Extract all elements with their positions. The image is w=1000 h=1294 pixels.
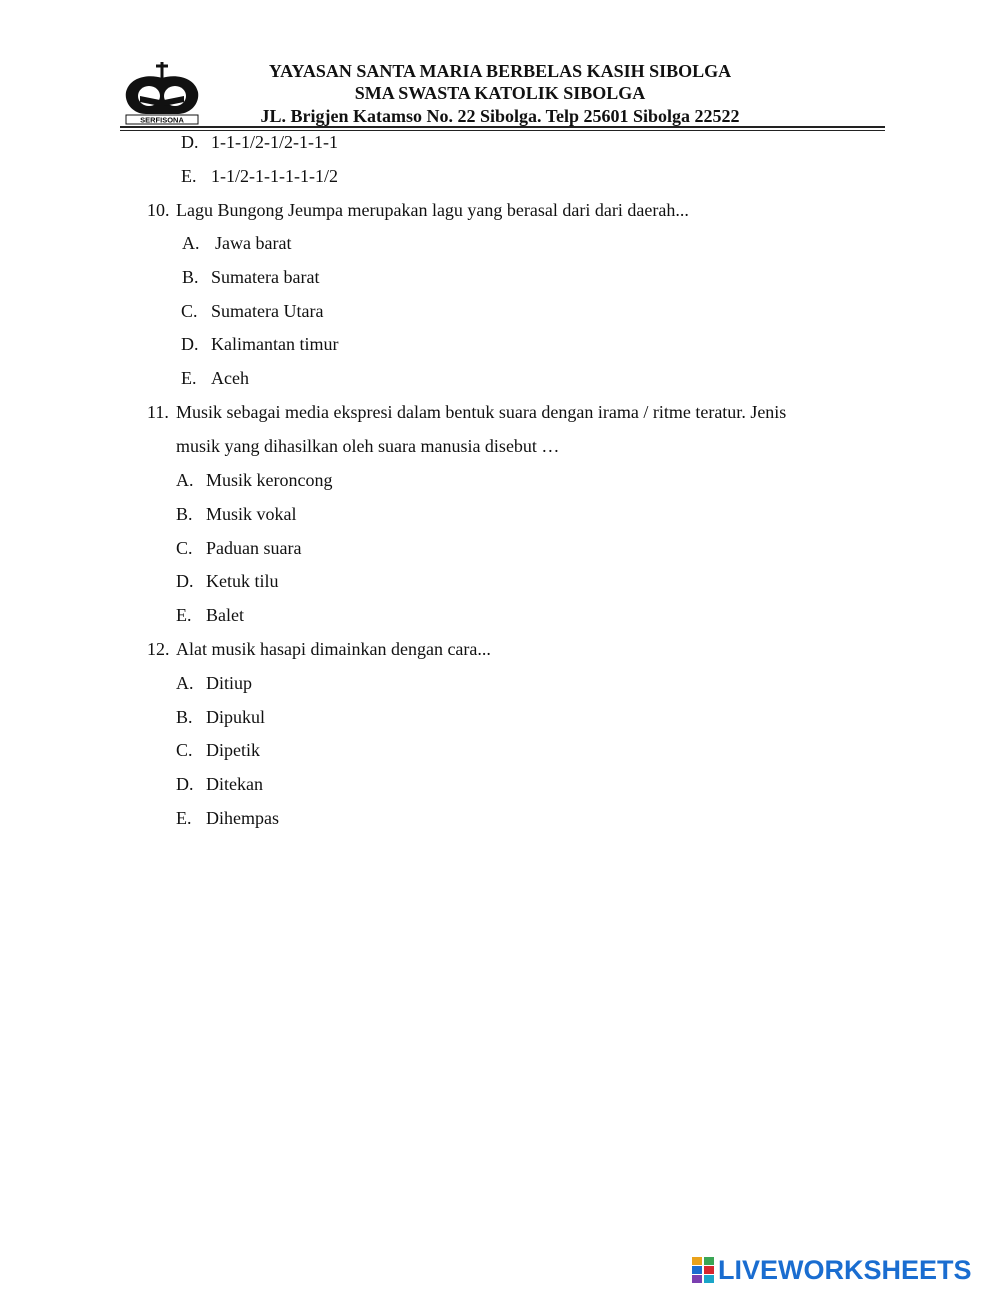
liveworksheets-mark-icon: [692, 1257, 714, 1283]
liveworksheets-logo: [692, 1254, 992, 1286]
header-rule-thick: [120, 126, 885, 128]
logo-caption: SERFISONA: [140, 115, 184, 125]
question-number: 12.: [147, 639, 170, 659]
school-logo-icon: [120, 56, 204, 126]
school-address: JL. Brigjen Katamso No. 22 Sibolga. Telp 25601 Sibolga 22522: [260, 106, 740, 126]
foundation-name: YAYASAN SANTA MARIA BERBELAS KASIH SIBOLGA: [268, 61, 732, 81]
question-number: 10.: [147, 200, 170, 220]
school-name: SMA SWASTA KATOLIK SIBOLGA: [354, 83, 646, 103]
question-text: Musik sebagai media ekspresi dalam bentuk suara dengan irama / ritme teratur. Jenis: [176, 402, 787, 422]
document-header: [0, 0, 1000, 135]
question-text: Lagu Bungong Jeumpa merupakan lagu yang berasal dari dari daerah...: [176, 200, 689, 220]
liveworksheets-wordmark: LIVEWORKSHEETS: [718, 1255, 972, 1285]
question-number: 11.: [147, 402, 169, 422]
question-text: Alat musik hasapi dimainkan dengan cara...: [176, 639, 491, 659]
question-text: musik yang dihasilkan oleh suara manusia disebut …: [176, 436, 560, 456]
